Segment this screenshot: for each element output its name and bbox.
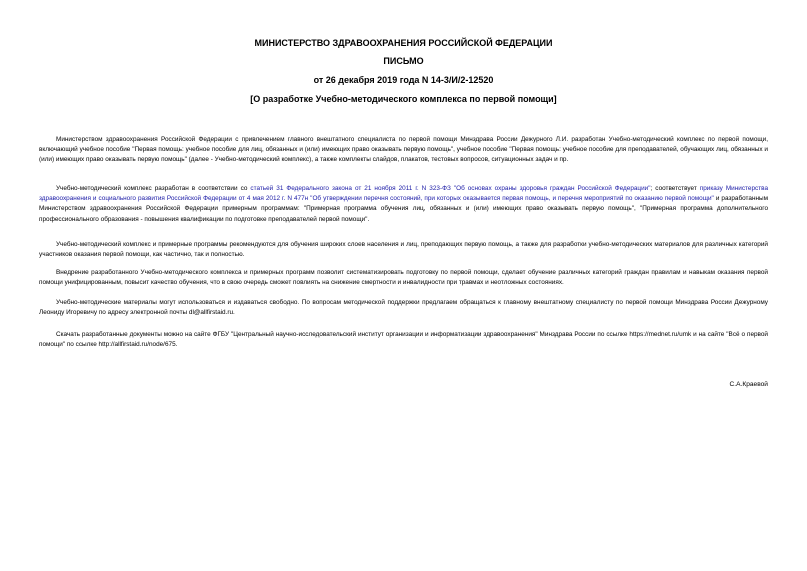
paragraph-download	[39, 330, 768, 350]
paragraph-download-text: Скачать разработанные документы можно на сайте ФГБУ "Центральный научно-исследовательский институт организации и информатизации здравоохранения" Минздрава России по ссылке https://mednet.ru/umk и на сайте "Всё о первой помощи" по ссылке http://allfirstaid.ru/node/675.	[39, 331, 768, 349]
paragraph-text-segment: ; соответствует	[650, 185, 700, 192]
paragraph-text-segment: Учебно-методический комплекс разработан в соответствии со	[56, 185, 251, 192]
paragraph-text-segment: и разработанным Министерством здравоохранения Российской Федерации примерным программам: "Примерная программа обучения лиц, обязанных и (или) имеющих право оказывать первую помощь", "Примерная программа дополнительного профессионального образования - повышения квалификации по подготовке преподавателей первой помощи".	[39, 195, 768, 223]
law-article-link[interactable]: статьей 31 Федерального закона от 21 ноября 2011 г. N 323-ФЗ "Об основах охраны здоровья граждан Российской Федерации"	[250, 185, 651, 192]
document-type: ПИСЬМО	[383, 56, 424, 66]
paragraph-support	[39, 298, 768, 318]
paragraph-implementation-text: Внедрение разработанного Учебно-методического комплекса и примерных программ позволит систематизировать подготовку по первой помощи, сделает обучение различных категорий граждан правилам и навыкам оказания первой помощи унифицированным, повысит качество обучения, что в свою очередь сможет повлиять на снижение смертности и инвалидности при травмах и неотложных состояниях.	[39, 269, 768, 287]
paragraph-implementation	[39, 268, 768, 288]
paragraph-recommendation	[39, 240, 768, 260]
signature: С.А.Краевой	[729, 381, 768, 388]
paragraph-support-text: Учебно-методические материалы могут использоваться и издаваться свободно. По вопросам методической поддержки предлагаем обращаться к главному внештатному специалисту по первой помощи Минздрава России Дежурному Леониду Игоревичу по адресу электронной почты dl@allfirstaid.ru.	[39, 299, 768, 317]
paragraph-recommendation-text: Учебно-методический комплекс и примерные программы рекомендуются для обучения широких слоев населения и лиц, преподающих первую помощь, а также для разработки учебно-методических материалов для различных категорий участников оказания первой помощи, как частично, так и полностью.	[39, 241, 768, 259]
paragraph-intro-text: Министерством здравоохранения Российской Федерации с привлечением главного внештатного специалиста по первой помощи Минздрава России Дежурного Л.И. разработан Учебно-методический комплекс по первой помощи, включающий учебное пособие "Первая помощь: учебное пособие для лиц, обязанных и (или) имеющих право оказывать первую помощь", учебное пособие "Первая помощь: учебное пособие для преподавателей, обучающих лиц, обязанных и (или) имеющих право оказывать первую помощь" (далее - Учебно-методический комплекс), а также комплекты слайдов, плакатов, тестовых вопросов, ситуационных задач и пр.	[39, 136, 768, 164]
ministry-title: МИНИСТЕРСТВО ЗДРАВООХРАНЕНИЯ РОССИЙСКОЙ ФЕДЕРАЦИИ	[254, 38, 553, 48]
order-link[interactable]: приказу Министерства здравоохранения и социального развития Российской Федерации от 4 мая 2012 г. N 477н "Об утверждении перечня состояний, при которых оказывается первая помощь, и перечня мероприятий по оказанию первой помощи"	[39, 185, 769, 203]
document-date-number: от 26 декабря 2019 года N 14-3/И/2-12520	[313, 75, 494, 85]
paragraph-legal-basis	[39, 184, 768, 225]
document-subject: [О разработке Учебно-методического комплекса по первой помощи]	[250, 94, 557, 104]
paragraph-intro	[39, 135, 768, 166]
paragraph-legal-basis-text	[39, 184, 768, 225]
